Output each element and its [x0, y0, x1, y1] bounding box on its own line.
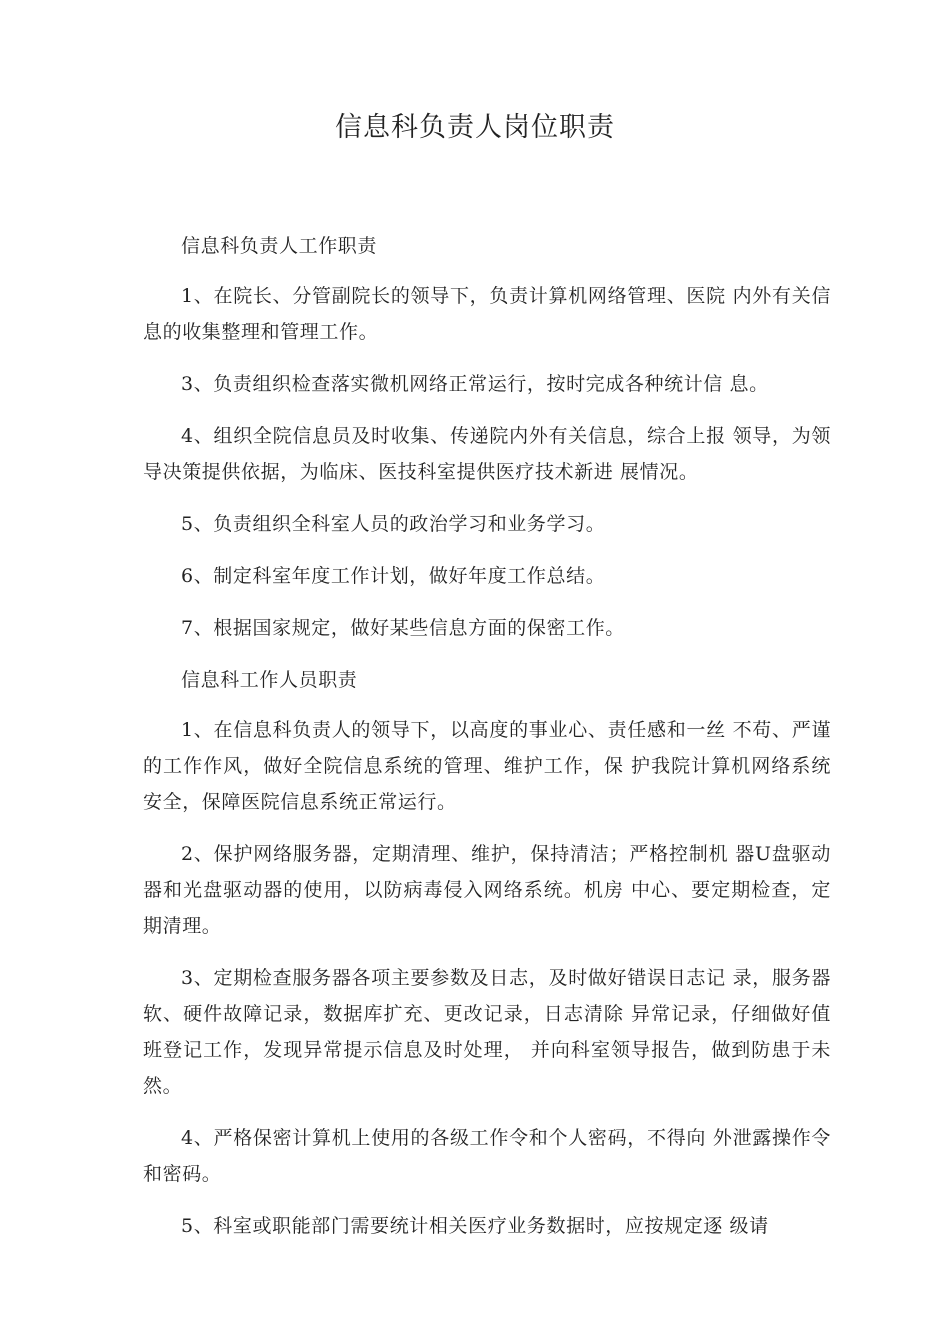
paragraph: 7、根据国家规定，做好某些信息方面的保密工作。 — [181, 617, 625, 639]
paragraph: 3、定期检查服务器各项主要参数及日志，及时做好错误日志记 录，服务器软、硬件故障记录，数据库扩充、更改记录，日志清除 异常记录，仔细做好值班登记工作，发现异常提示信息及时处理， 并向科室领导报告，做到防患于未然。 — [143, 967, 831, 1097]
section-heading-head-duties: 信息科负责人工作职责 — [181, 235, 378, 257]
paragraph: 4、严格保密计算机上使用的各级工作令和个人密码，不得向 外泄露操作令和密码。 — [143, 1127, 831, 1185]
paragraph: 1、在院长、分管副院长的领导下，负责计算机网络管理、医院 内外有关信息的收集整理和管理工作。 — [143, 285, 831, 343]
paragraph: 3、负责组织检查落实微机网络正常运行，按时完成各种统计信 息。 — [181, 373, 769, 395]
paragraph: 2、保护网络服务器，定期清理、维护，保持清洁；严格控制机 器U盘驱动器和光盘驱动器的使用，以防病毒侵入网络系统。机房 中心、要定期检查，定期清理。 — [143, 843, 831, 937]
paragraph: 5、科室或职能部门需要统计相关医疗业务数据时，应按规定逐 级请 — [181, 1215, 769, 1237]
paragraph: 6、制定科室年度工作计划，做好年度工作总结。 — [181, 565, 606, 587]
section-heading-staff-duties: 信息科工作人员职责 — [181, 669, 358, 691]
document-body — [143, 228, 831, 1260]
document-title: 信息科负责人岗位职责 — [335, 112, 615, 143]
paragraph: 4、组织全院信息员及时收集、传递院内外有关信息，综合上报 领导，为领导决策提供依据，为临床、医技科室提供医疗技术新进 展情况。 — [143, 425, 831, 483]
paragraph: 1、在信息科负责人的领导下，以高度的事业心、责任感和一丝 不苟、严谨的工作作风，做好全院信息系统的管理、维护工作，保 护我院计算机网络系统安全，保障医院信息系统正常运行。 — [143, 719, 831, 813]
paragraph: 5、负责组织全科室人员的政治学习和业务学习。 — [181, 513, 606, 535]
